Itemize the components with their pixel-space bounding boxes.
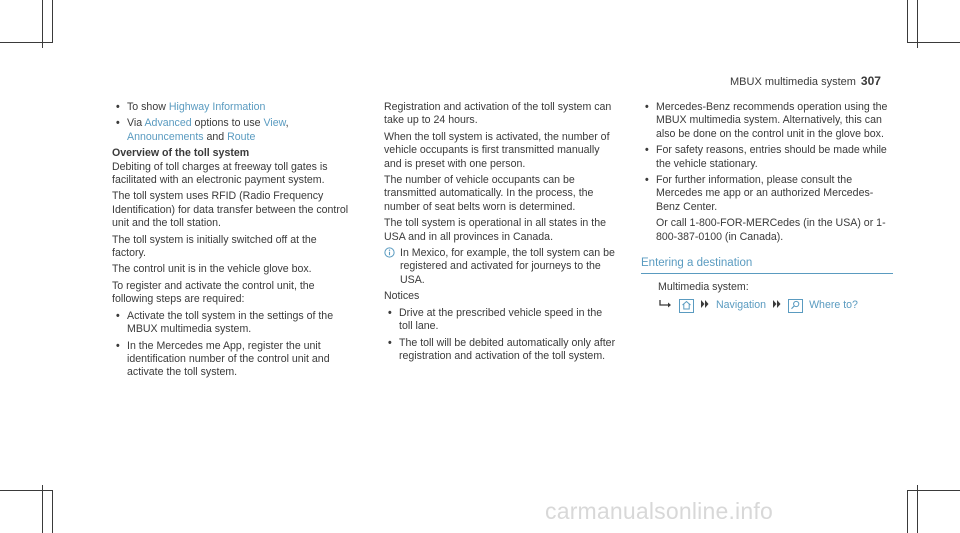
bullet-icon: • (116, 117, 120, 130)
bullet-icon: • (388, 336, 392, 349)
crop-mark (907, 490, 908, 533)
link-highway-information[interactable]: Highway Information (168, 101, 266, 113)
column-middle (384, 101, 616, 366)
crop-mark (907, 42, 960, 43)
search-icon[interactable] (788, 299, 803, 313)
crop-mark (917, 0, 918, 48)
home-icon[interactable] (679, 299, 694, 313)
list-item (641, 101, 893, 141)
bullet-text: To show (127, 101, 169, 113)
return-arrow-icon (659, 299, 673, 313)
link-view[interactable]: View (263, 117, 286, 130)
navigation-link[interactable]: Navigation (716, 299, 767, 312)
bullet-icon: • (645, 144, 649, 157)
crop-mark (42, 0, 43, 48)
crop-mark (42, 485, 43, 533)
notice-text: In Mexico, for example, the toll system can be registered and activated for journeys to the USA. (400, 247, 615, 286)
paragraph: The number of vehicle occupants can be transmitted automatically. In the process, the number of seat belts worn is determined. (384, 174, 594, 213)
paragraph: When the toll system is activated, the number of vehicle occupants is first transmitted manually and is preset with one person. (384, 130, 610, 170)
notices-label: Notices (384, 290, 420, 303)
where-to-link[interactable]: Where to? (809, 299, 858, 312)
list-item (112, 310, 352, 337)
bullet-icon: • (116, 339, 120, 352)
bullet-text: The toll will be debited automatically only after registration and activation of the toll system. (399, 336, 616, 362)
bullet-text: Activate the toll system in the settings of the MBUX multimedia system. (127, 309, 334, 336)
link-announcements[interactable]: Announcements (127, 130, 204, 143)
bullet-text: options to use (191, 117, 264, 130)
paragraph: Debiting of toll charges at freeway toll gates is facilitated with an electronic payment system. (112, 160, 328, 187)
crop-mark (52, 0, 53, 43)
bullet-icon: • (645, 174, 649, 187)
double-chevron-icon (700, 299, 710, 313)
bullet-text: and (203, 130, 228, 143)
list-item (641, 174, 893, 214)
link-route[interactable]: Route (227, 130, 256, 143)
bullet-icon: • (388, 306, 392, 319)
call-paragraph: Or call 1-800-FOR-MERCedes (in the USA) or 1-800-387-0100 (in Canada). (656, 217, 886, 243)
list-item (112, 117, 352, 144)
paragraph: The control unit is in the vehicle glove box. (112, 263, 312, 276)
paragraph: Registration and activation of the toll system can take up to 24 hours. (384, 101, 612, 127)
notice-block (384, 247, 616, 287)
double-chevron-icon (772, 299, 782, 313)
crop-mark (0, 490, 53, 491)
bullet-text: In the Mercedes me App, register the unit identification number of the control unit and activate the toll system. (127, 339, 330, 379)
bullet-text: , (285, 117, 289, 130)
bullet-text: Drive at the prescribed vehicle speed in the toll lane. (399, 306, 603, 333)
list-item (112, 340, 352, 380)
column-right (641, 101, 893, 313)
section-title-entering-destination: Entering a destination (641, 257, 893, 274)
bullet-icon: • (116, 309, 120, 322)
section-heading: Overview of the toll system (112, 147, 250, 160)
crop-mark (907, 490, 960, 491)
paragraph: The toll system is initially switched off at the factory. (112, 233, 317, 260)
path-label: Multimedia system: (658, 281, 749, 294)
bullet-text: Via (127, 117, 145, 130)
bullet-icon: • (116, 101, 120, 113)
list-item (384, 307, 616, 334)
crop-mark (0, 42, 53, 43)
crop-mark (917, 485, 918, 533)
bullet-text: For further information, please consult the Mercedes me app or an authorized Mercedes-Benz Center. (656, 174, 874, 213)
bullet-text: Mercedes-Benz recommends operation using the MBUX multimedia system. Alternatively, this can also be done on the control unit in the glove box. (656, 101, 888, 140)
crop-mark (907, 0, 908, 43)
page-number: 307 (860, 74, 881, 88)
column-left (112, 101, 352, 383)
info-circle-icon (384, 247, 395, 262)
paragraph: The toll system is operational in all states in the USA and in all provinces in Canada. (384, 217, 606, 243)
link-advanced[interactable]: Advanced (144, 117, 192, 130)
paragraph: The toll system uses RFID (Radio Frequency Identification) for data transfer between the control unit and the toll station. (112, 190, 349, 230)
crop-mark (52, 490, 53, 533)
page-header (730, 75, 881, 89)
list-item (641, 144, 893, 171)
list-item (112, 101, 352, 114)
watermark: carmanualsonline.info (545, 498, 773, 524)
navigation-path (641, 299, 893, 313)
bullet-icon: • (645, 101, 649, 113)
header-title: MBUX multimedia system (730, 76, 856, 88)
bullet-text: For safety reasons, entries should be made while the vehicle stationary. (656, 144, 887, 170)
list-item (384, 337, 616, 364)
paragraph: To register and activate the control unit, the following steps are required: (112, 279, 315, 306)
